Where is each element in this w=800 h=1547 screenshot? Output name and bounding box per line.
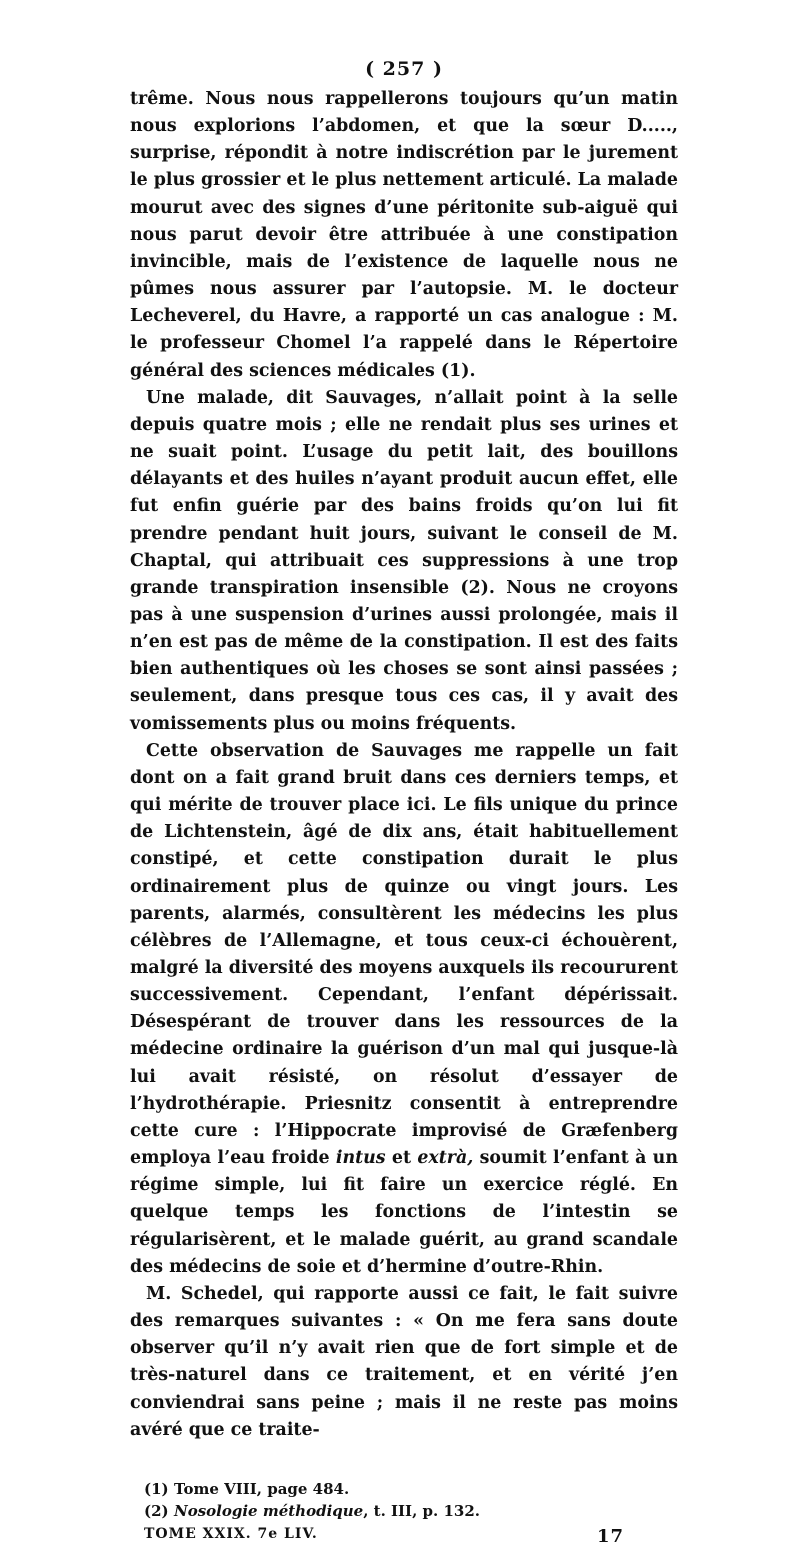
paragraph-1: trême. Nous nous rappellerons toujours qu’un matin nous explorions l’abdomen, et que la sœur D....., surprise, répondit à notre indiscrétion par le jurement le plus grossier et le plus nettement articulé. La malade mourut avec des signes d’une péritonite sub-aiguë qui nous parut devoir être attribuée à une constipation invincible, mais de l’existence de laquelle nous ne pûmes nous assurer par l’autopsie. M. le docteur Lecheverel, du Havre, a rapporté un cas analogue : M. le professeur Chomel l’a rappelé dans le Répertoire général des sciences médicales (1). — [130, 89, 678, 381]
document-page — [130, 58, 678, 1547]
footnote-1-mark: (1) — [144, 1479, 169, 1498]
printer-signature — [130, 1526, 678, 1547]
paragraph-3-part-1: Cette observation de Sauvages me rappelle un fait dont on a fait grand bruit dans ces derniers temps, et qui mérite de trouver place ici. Le fils unique du prince de Lichtenstein, âgé de dix ans, était habituellement constipé, et cette constipation durait le plus ordinairement plus de quinze ou vingt jours. Les parents, alarmés, consultèrent les médecins les plus célèbres de l’Allemagne, et tous ceux-ci échouèrent, malgré la diversité des moyens auxquels ils recoururent successivement. Cependant, l’enfant dépérissait. Désespérant de trouver dans les ressources de la médecine ordinaire la guérison d’un mal qui jusque-là lui avait résisté, on résolut d’essayer de l’hydrothérapie. Priesnitz consentit à entreprendre cette cure : l’Hippocrate improvisé de Græfenberg employa l’eau froide — [130, 740, 678, 1169]
signature-volume: TOME XXIX. 7e LIV. — [144, 1525, 318, 1542]
footnote-1 — [130, 1478, 678, 1500]
footnote-separator-space — [130, 1444, 678, 1478]
paragraph-2: Une malade, dit Sauvages, n’allait point à la selle depuis quatre mois ; elle ne rendait plus ses urines et ne suait point. L’usage du petit lait, des bouillons délayants et des huiles n’ayant produit aucun effet, elle fut enfin guérie par des bains froids qu’on lui fit prendre pendant huit jours, suivant le conseil de M. Chaptal, qui attribuait ces suppressions à une trop grande transpiration insensible (2). Nous ne croyons pas à une suspension d’urines aussi prolongée, mais il n’en est pas de même de la constipation. Il est des faits bien authentiques où les choses se sont ainsi passées ; seulement, dans presque tous ces cas, il y avait des vomissements plus ou moins fréquents. — [130, 387, 678, 734]
italic-extra: extrà, — [417, 1148, 474, 1169]
italic-intus: intus — [335, 1148, 386, 1169]
footnote-2 — [130, 1500, 678, 1522]
footnote-2-title: Nosologie méthodique — [174, 1501, 364, 1520]
page-number: ( 257 ) — [365, 58, 443, 80]
footnote-1-text: Tome VIII, page 484. — [174, 1479, 350, 1498]
paragraph-3-part-3: soumit l’enfant à un régime simple, lui fit faire un exercice réglé. En quelque temps les fonctions de l’intestin se régularisèrent, et le malade guérit, au grand scandale des médecins de soie et d’hermine d’outre-Rhin. — [130, 1148, 678, 1277]
footnote-2-text: , t. III, p. 132. — [363, 1501, 480, 1520]
paragraph-3 — [130, 738, 678, 1281]
signature-sheet-number: 17 — [596, 1525, 624, 1547]
footnote-2-mark: (2) — [144, 1501, 169, 1520]
paragraph-4: M. Schedel, qui rapporte aussi ce fait, le fait suivre des remarques suivantes : « On me fera sans doute observer qu’il n’y avait rien que de fort simple et de très-naturel dans ce traitement, et en vérité j’en conviendrai sans peine ; mais il ne reste pas moins avéré que ce traite- — [130, 1283, 678, 1440]
paragraph-3-part-2: et — [385, 1148, 418, 1169]
